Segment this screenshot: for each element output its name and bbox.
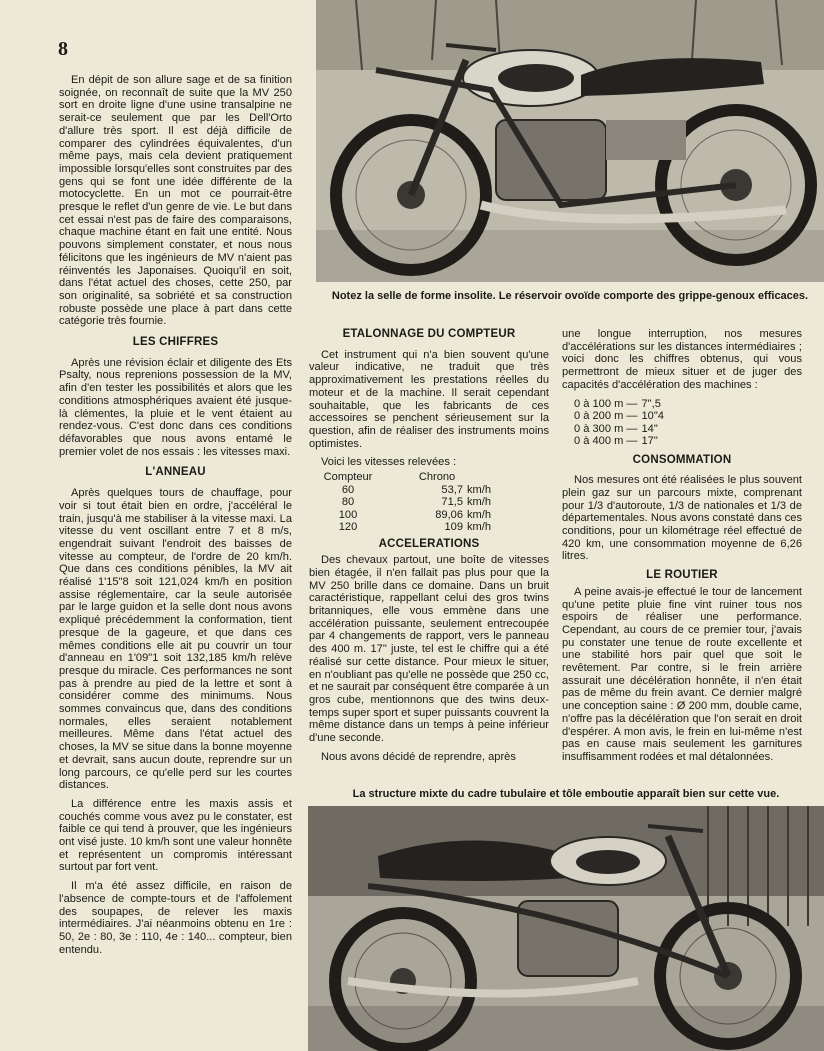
- speedometer-calibration-table: [313, 471, 491, 534]
- heading-l-anneau: L'ANNEAU: [145, 466, 206, 479]
- anneau-paragraph-2: La différence entre les maxis assis et couchés comme vous avez pu le constater, est faible ce qui tend à prouver, que les ingénieurs ont visé juste. 10 km/h sont une valeur honnête et représentent un compromis intéressant surtout par fort vent.: [59, 797, 292, 874]
- table-cell: km/h: [467, 483, 492, 496]
- article-column-2: [309, 328, 549, 769]
- anneau-paragraph-1: Après quelques tours de chauffage, pour voir si tout était bien en ordre, j'accéléral le train, jusqu'à me stabiliser à la vitesse maxi. La vitesse du vent oscillant entre 7 et 8 m/s, engendrait suivant l'endroit des baisses de vitesse au compteur, de l'ordre de 20 km/h. Que dans ces conditions pénibles, la MV ait réalisé 1'15"8 soit 121,024 km/h en position assise réglementaire, car la seule autorisée par le large guidon et la selle dont nous avons expliqué précédemment la conformation, tient presque de la gageure, et que dans ces mêmes conditions elle ait pu couvrir un tour d'anneau en 1'09"1 soit 132,185 km/h relève presque du miracle. Ces performances ne sont pas à prendre au pied de la lettre et sont à considérer comme des minimums. Nous sommes convaincus que, dans des conditions normales, elles seraient notablement meilleures. Même dans l'état actuel des choses, la MV se situe dans la bonne moyenne et devrait, sans aucun doute, reprendre sur un long parcours, ce qu'elle perd sur les courtes distances.: [59, 487, 292, 792]
- chiffres-paragraph: Après une révision éclair et diligente des Ets Psalty, nous reprenions possession de la MV, afin d'en tester les possibilités et alors que les conditions atmosphériques avaient été jusque-là clémentes, la pluie et le vent étaient au rendez-vous. C'est donc dans ces conditions défavorables que nous avons entamé le premier volet de nos essais : les vitesses maxi.: [59, 356, 292, 458]
- acceleration-times-table: [574, 398, 668, 448]
- table-header-compteur: Compteur: [323, 471, 373, 484]
- accelerations-paragraph-2: Nous avons décidé de reprendre, après: [321, 750, 516, 763]
- article-column-3: [562, 328, 802, 770]
- table-row: [574, 423, 668, 436]
- table-row: [574, 435, 668, 448]
- table-cell: 10"4: [641, 410, 664, 423]
- table-row: [313, 521, 491, 534]
- table-cell: 100: [338, 508, 358, 521]
- table-cell: 89,06: [435, 508, 463, 521]
- table-cell: 120: [338, 521, 358, 534]
- table-cell: 109: [444, 521, 463, 534]
- table-row: [574, 410, 668, 423]
- table-cell: 53,7: [441, 483, 463, 496]
- table-cell: 0 à 400 m —: [574, 435, 638, 448]
- intro-paragraph: En dépit de son allure sage et de sa finition soignée, on reconnaît de suite que la MV 250 sort en droite ligne d'une usine transalpine ne serait-ce seulement que par les Dell'Orto d'allure très sport. Il est déjà difficile de comparer des cylindrées équivalentes, d'un même pays, mais cela devient pratiquement impossible lorsqu'elles sont construites par des gens qui se font une idée différente de la motocyclette. En un mot ce pourrait-être presque le reflet d'un genre de vie. Le but dans cet essai n'est pas de faire des comparaisons, chaque machine étant en fait une entité. Nous pouvons simplement constater, et nous nous félicitons que les ingénieurs de MV n'aient pas réinventés les Japonaises. Quoiqu'il en soit, dans l'état actuel des choses, cette 250, par son originalité, sa sobriété et sa construction robuste possède une place à part dans cette catégorie très fournie.: [59, 74, 292, 328]
- vitesses-intro: Voici les vitesses relevées :: [321, 456, 457, 469]
- photo-caption-bottom: La structure mixte du cadre tubulaire et tôle emboutie apparaît bien sur cette vue.: [352, 788, 780, 800]
- etalonnage-paragraph: Cet instrument qui n'a bien souvent qu'une valeur indicative, ne traduit que très approximativement les prestations réelles du moteur et de la machine. Il serait cependant souhaitable, que les fabricants de ces accessoires se penchent sérieusement sur la question, afin de réaliser des instruments moins optimistes.: [309, 348, 549, 450]
- table-cell: 71,5: [441, 496, 463, 509]
- table-cell: 0 à 100 m —: [574, 397, 638, 410]
- heading-les-chiffres: LES CHIFFRES: [132, 336, 219, 349]
- table-cell: 60: [341, 483, 355, 496]
- page-number: 8: [58, 38, 68, 60]
- anneau-paragraph-3: Il m'a été assez difficile, en raison de l'absence de compte-tours et de l'affolement des soupapes, de relever les maxis intermédiaires. J'ai néanmoins obtenu en 1re : 50, 2e : 80, 3e : 110, 4e : 140... compteur, bien entendu.: [59, 880, 292, 956]
- table-cell: 14": [641, 422, 658, 435]
- motorcycle-photo-side-view: [316, 0, 824, 282]
- table-row: [574, 398, 668, 411]
- heading-le-routier: LE ROUTIER: [646, 569, 718, 582]
- consommation-paragraph: Nos mesures ont été réalisées le plus souvent plein gaz sur un parcours mixte, comprenant pour 1/3 d'autoroute, 1/3 de nationales et 1/3 de départementales. Nous avons constaté dans ces conditions, pour un kilométrage réel effectué de 420 km, une consommation moyenne de 6,26 litres.: [562, 474, 802, 563]
- table-header-chrono: Chrono: [418, 471, 456, 484]
- heading-accelerations: ACCELERATIONS: [378, 537, 480, 550]
- heading-consommation: CONSOMMATION: [632, 453, 732, 466]
- accelerations-paragraph-1: Des chevaux partout, une boîte de vitesses bien étagée, il n'en fallait pas plus pour que la MV 250 brille dans ce domaine. Dans un bruit caractéristique, rappellant celui des gros twins britanniques, elle vous emmène dans une accélération puissante, seulement entrecoupée par 4 changements de rapport, vers le panneau des 400 m. 17" juste, tel est le chiffre qui a été réalisé sur cette distance. Pour mieux le situer, en n'oubliant pas qu'elle ne possède que 250 cc, et ne saurait par conséquent être comparée à un gros cube, mentionnons que des twins deux-temps super sport et super puissants couvrent la même distance dans un temps à peine inférieur d'une seconde.: [309, 554, 549, 745]
- routier-paragraph: A peine avais-je effectué le tour de lancement qu'une petite pluie fine vint ruiner tous nos espoirs de réaliser une performance. Cependant, au cours de ce premier tour, j'avais pu constater une tenue de route excellente et une stabilité hors pair quel que soit le revêtement. Par contre, si le frein arrière assurait une décélération honnête, il n'en était pas de même du frein avant. Ce dernier malgré une conception saine : Ø 200 mm, double came, n'offre pas la décélération que l'on serait en droit d'espérer. A mon avis, le frein en lui-même n'est pas en cause mais seulement les garnitures insuffisamment rodées et mal détalonnées.: [562, 585, 802, 763]
- motorcycle-photo-three-quarter-view: [308, 806, 824, 1051]
- table-cell: 17": [641, 435, 658, 448]
- continuation-paragraph: une longue interruption, nos mesures d'accélérations sur les distances intermédiaires ; voici donc les chiffres obtenus, qui vous permettront de mieux situer et de juger des capacités d'accélération des machines :: [562, 328, 802, 391]
- table-cell: km/h: [467, 521, 492, 534]
- table-row: [313, 509, 491, 522]
- table-cell: 0 à 200 m —: [574, 410, 638, 423]
- table-header-row: [313, 471, 491, 484]
- table-cell: km/h: [467, 508, 492, 521]
- article-column-1: [59, 74, 292, 962]
- photo-caption-top: Notez la selle de forme insolite. Le réservoir ovoïde comporte des grippe-genoux efficaces.: [331, 290, 809, 302]
- table-row: [313, 484, 491, 497]
- table-cell: 7",5: [641, 397, 661, 410]
- table-row: [313, 496, 491, 509]
- table-cell: 0 à 300 m —: [574, 422, 638, 435]
- table-cell: km/h: [467, 496, 492, 509]
- heading-etalonnage-du-compteur: ETALONNAGE DU COMPTEUR: [342, 328, 516, 340]
- table-cell: 80: [341, 496, 355, 509]
